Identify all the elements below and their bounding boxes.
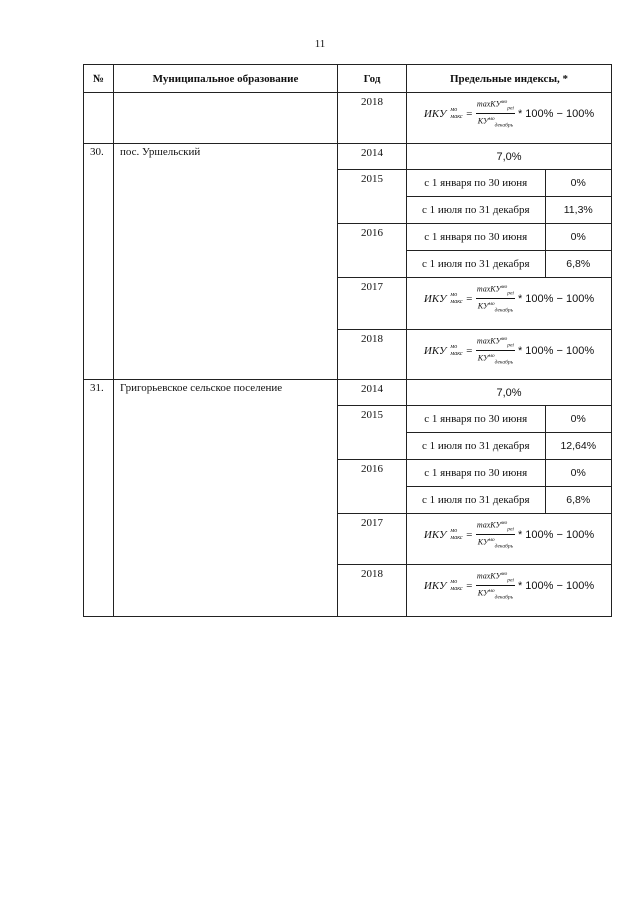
table-row xyxy=(84,93,612,144)
formula-num-sub: pei xyxy=(507,105,514,112)
cell-year: 2018 xyxy=(338,565,407,617)
formula-lhs: ИКУ xyxy=(423,292,447,305)
formula-lhs-sub: макс xyxy=(450,585,463,592)
index-value: 11,3% xyxy=(563,204,593,216)
cell-year: 2018 xyxy=(338,330,407,380)
header-year: Год xyxy=(338,65,407,93)
table-row xyxy=(84,380,612,406)
index-value: 0% xyxy=(545,460,611,487)
formula-denominator xyxy=(478,114,513,130)
formula-lhs-sup: мо xyxy=(450,578,458,585)
row-number: 30. xyxy=(84,144,114,380)
formula-den-text: КУ xyxy=(477,301,489,311)
formula-den-sup: мо xyxy=(488,537,495,544)
formula-den-sub: декабрь xyxy=(494,594,514,601)
formula-den-sup: мо xyxy=(488,301,495,308)
formula-denominator xyxy=(478,299,513,315)
period-cell xyxy=(407,170,612,224)
formula-numerator xyxy=(476,518,515,535)
header-municipality: Муниципальное образование xyxy=(114,65,338,93)
cell-municipality xyxy=(114,93,338,144)
formula-equals: = xyxy=(465,528,473,541)
formula-lhs-sup: мо xyxy=(450,343,458,350)
index-value: 7,0% xyxy=(407,144,612,170)
formula-lhs: ИКУ xyxy=(423,344,447,357)
formula-den-text: КУ xyxy=(477,588,489,598)
formula-den-sup: мо xyxy=(488,116,495,123)
formula-lhs-sup: мо xyxy=(450,527,458,534)
formula-numerator xyxy=(476,97,515,114)
period-label: с 1 июля по 31 декабря xyxy=(407,251,545,278)
formula-den-sub: декабрь xyxy=(494,359,514,366)
header-indices: Предельные индексы, * xyxy=(407,65,612,93)
period-cell xyxy=(407,224,612,278)
formula-num-sup: мо xyxy=(500,99,508,105)
formula xyxy=(407,278,611,316)
formula-equals: = xyxy=(465,344,473,357)
formula-num-text: maxKУ xyxy=(476,336,501,346)
formula-num-sub: pei xyxy=(507,290,514,297)
period-label: с 1 июля по 31 декабря xyxy=(407,487,545,514)
table-row xyxy=(84,144,612,170)
period-label: с 1 января по 30 июня xyxy=(407,170,545,197)
formula-cell xyxy=(407,278,612,330)
formula-fraction xyxy=(476,282,515,316)
formula-cell xyxy=(407,565,612,617)
cell-year: 2017 xyxy=(338,514,407,565)
formula-den-text: КУ xyxy=(477,537,489,547)
formula-cell xyxy=(407,330,612,380)
formula-tail: * 100% − 100% xyxy=(517,344,595,357)
cell-year: 2016 xyxy=(338,224,407,278)
index-value: 0% xyxy=(545,406,611,433)
formula-tail: * 100% − 100% xyxy=(517,107,595,120)
formula-tail: * 100% − 100% xyxy=(517,292,595,305)
formula-denominator xyxy=(478,535,513,551)
formula-den-sup: мо xyxy=(488,588,495,595)
period-cell xyxy=(407,406,612,460)
period-label: с 1 июля по 31 декабря xyxy=(407,433,545,460)
formula-numerator xyxy=(476,282,515,299)
formula-lhs-index xyxy=(450,579,462,593)
cell-year: 2016 xyxy=(338,460,407,514)
formula-numerator xyxy=(476,334,515,351)
formula-lhs-sup: мо xyxy=(450,106,458,113)
period-label: с 1 июля по 31 декабря xyxy=(407,197,545,224)
index-value: 0% xyxy=(545,170,611,197)
cell-year: 2015 xyxy=(338,170,407,224)
formula-num-text: maxKУ xyxy=(476,520,501,530)
period-label: с 1 января по 30 июня xyxy=(407,224,545,251)
tariff-index-table xyxy=(83,64,612,617)
formula-den-text: КУ xyxy=(477,116,489,126)
cell-year: 2018 xyxy=(338,93,407,144)
formula-num-sub: pei xyxy=(507,342,514,349)
cell-year: 2015 xyxy=(338,406,407,460)
formula-fraction xyxy=(476,334,515,368)
municipality-name: Григорьевское сельское поселение xyxy=(114,380,338,617)
index-value: 12,64% xyxy=(560,440,597,452)
cell-num xyxy=(84,93,114,144)
formula-equals: = xyxy=(465,292,473,305)
index-value: 6,8% xyxy=(566,258,591,270)
formula-lhs-sub: макс xyxy=(450,350,463,357)
formula-equals: = xyxy=(465,107,473,120)
formula-fraction xyxy=(476,569,515,603)
formula-lhs-sup: мо xyxy=(450,291,458,298)
formula-lhs: ИКУ xyxy=(423,528,447,541)
period-label: с 1 января по 30 июня xyxy=(407,460,545,487)
formula-equals: = xyxy=(465,579,473,592)
formula xyxy=(407,330,611,368)
municipality-name: пос. Уршельский xyxy=(114,144,338,380)
formula-tail: * 100% − 100% xyxy=(517,528,595,541)
formula-num-sup: мо xyxy=(500,571,508,577)
formula-den-text: КУ xyxy=(477,353,489,363)
cell-year: 2014 xyxy=(338,144,407,170)
period-label: с 1 января по 30 июня xyxy=(407,406,545,433)
formula-num-text: maxKУ xyxy=(476,571,501,581)
formula-tail: * 100% − 100% xyxy=(517,579,595,592)
formula-lhs-sub: макс xyxy=(450,113,463,120)
formula xyxy=(407,93,611,131)
index-value: 7,0% xyxy=(407,380,612,406)
formula-cell xyxy=(407,514,612,565)
period-cell xyxy=(407,460,612,514)
formula-num-text: maxKУ xyxy=(476,99,501,109)
formula-lhs-sub: макс xyxy=(450,534,463,541)
cell-year: 2017 xyxy=(338,278,407,330)
formula xyxy=(407,514,611,552)
formula-denominator xyxy=(478,351,513,367)
formula-lhs-index xyxy=(450,344,462,358)
formula-num-sup: мо xyxy=(500,336,508,342)
formula-num-sup: мо xyxy=(500,284,508,290)
index-value: 6,8% xyxy=(566,494,591,506)
header-num: № xyxy=(84,65,114,93)
formula-num-sup: мо xyxy=(500,520,508,526)
formula-den-sup: мо xyxy=(488,353,495,360)
formula-num-sub: pei xyxy=(507,526,514,533)
formula-numerator xyxy=(476,569,515,586)
formula-denominator xyxy=(478,586,513,602)
index-value: 0% xyxy=(545,224,611,251)
formula-lhs-index xyxy=(450,528,462,542)
formula-lhs-index xyxy=(450,107,462,121)
formula-fraction xyxy=(476,97,515,131)
formula-den-sub: декабрь xyxy=(494,122,514,129)
formula-lhs-sub: макс xyxy=(450,298,463,305)
formula xyxy=(407,565,611,603)
formula-den-sub: декабрь xyxy=(494,543,514,550)
row-number: 31. xyxy=(84,380,114,617)
formula-cell xyxy=(407,93,612,144)
page-number: 11 xyxy=(314,38,326,50)
formula-num-text: maxKУ xyxy=(476,284,501,294)
formula-lhs: ИКУ xyxy=(423,107,447,120)
formula-lhs-index xyxy=(450,292,462,306)
formula-num-sub: pei xyxy=(507,577,514,584)
formula-lhs: ИКУ xyxy=(423,579,447,592)
formula-den-sub: декабрь xyxy=(494,307,514,314)
cell-year: 2014 xyxy=(338,380,407,406)
table-header xyxy=(84,65,612,93)
formula-fraction xyxy=(476,518,515,552)
